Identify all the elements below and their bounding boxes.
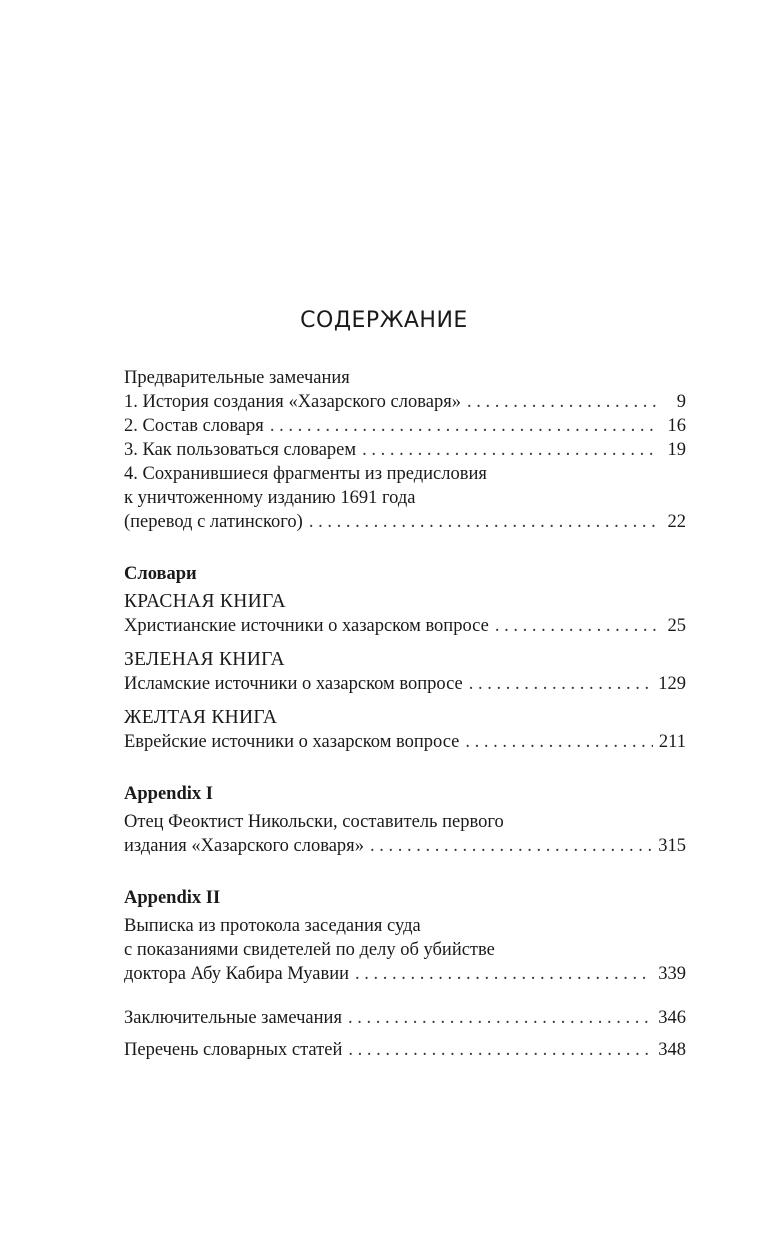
dot-leader [370,834,652,858]
page-number: 348 [658,1040,686,1060]
entry-title-line: 4. Сохранившиеся фрагменты из предисловия [124,464,487,484]
toc-entry-red-book[interactable] [124,614,686,638]
entry-title-line: Отец Феоктист Никольски, составитель первого [124,812,504,832]
page-number: 339 [658,964,686,984]
page-number: 19 [667,440,686,460]
entry-title-line: с показаниями свидетелей по делу об убийстве [124,940,495,960]
appendix-2-heading: Appendix II [124,888,221,908]
dot-leader [465,730,653,754]
dot-leader [467,390,658,414]
dot-leader [348,1006,652,1030]
page-number: 315 [658,836,686,856]
toc-entry-history[interactable] [124,390,686,414]
entry-title: Христианские источники о хазарском вопросе [124,616,489,636]
entry-title: 2. Состав словаря [124,416,264,436]
book-title-green: ЗЕЛЕНАЯ КНИГА [124,649,285,670]
toc-entry-usage[interactable] [124,438,686,462]
appendix-1-heading: Appendix I [124,784,213,804]
entry-title-line: доктора Абу Кабира Муавии [124,964,350,984]
book-title-yellow: ЖЕЛТАЯ КНИГА [124,707,278,728]
entry-title: Заключительные замечания [124,1008,342,1028]
entry-title: Еврейские источники о хазарском вопросе [124,732,460,752]
toc-entry-appendix-1[interactable] [124,810,686,858]
toc-entry-article-list[interactable] [124,1038,686,1062]
page-number: 129 [658,674,686,694]
page-number: 22 [667,512,686,532]
entry-title: Перечень словарных статей [124,1040,343,1060]
page-number: 16 [667,416,686,436]
dot-leader [270,414,658,438]
dot-leader [309,510,658,534]
dot-leader [355,962,652,986]
toc-entry-closing-remarks[interactable] [124,1006,686,1030]
entry-title-line: издания «Хазарского словаря» [124,836,364,856]
entry-title: 1. История создания «Хазарского словаря» [124,392,461,412]
toc-entry-fragments[interactable] [124,462,686,534]
page-number: 346 [658,1008,686,1028]
dot-leader [469,672,653,696]
table-of-contents [124,366,686,1062]
page-number: 211 [658,732,686,752]
intro-heading: Предварительные замечания [124,368,350,388]
dot-leader [362,438,658,462]
entry-title-line: (перевод с латинского) [124,512,303,532]
entry-title-line: Выписка из протокола заседания суда [124,916,421,936]
toc-entry-yellow-book[interactable] [124,730,686,754]
toc-entry-green-book[interactable] [124,672,686,696]
page-title: СОДЕРЖАНИЕ [300,308,468,333]
page-number: 25 [667,616,686,636]
entry-title: Исламские источники о хазарском вопросе [124,674,463,694]
page-number: 9 [676,392,686,412]
book-title-red: КРАСНАЯ КНИГА [124,591,286,612]
entry-title-line: к уничтоженному изданию 1691 года [124,488,416,508]
dot-leader [495,614,658,638]
dot-leader [348,1038,652,1062]
toc-entry-composition[interactable] [124,414,686,438]
entry-title: 3. Как пользоваться словарем [124,440,357,460]
dictionaries-heading: Словари [124,564,197,584]
toc-entry-appendix-2[interactable] [124,914,686,986]
